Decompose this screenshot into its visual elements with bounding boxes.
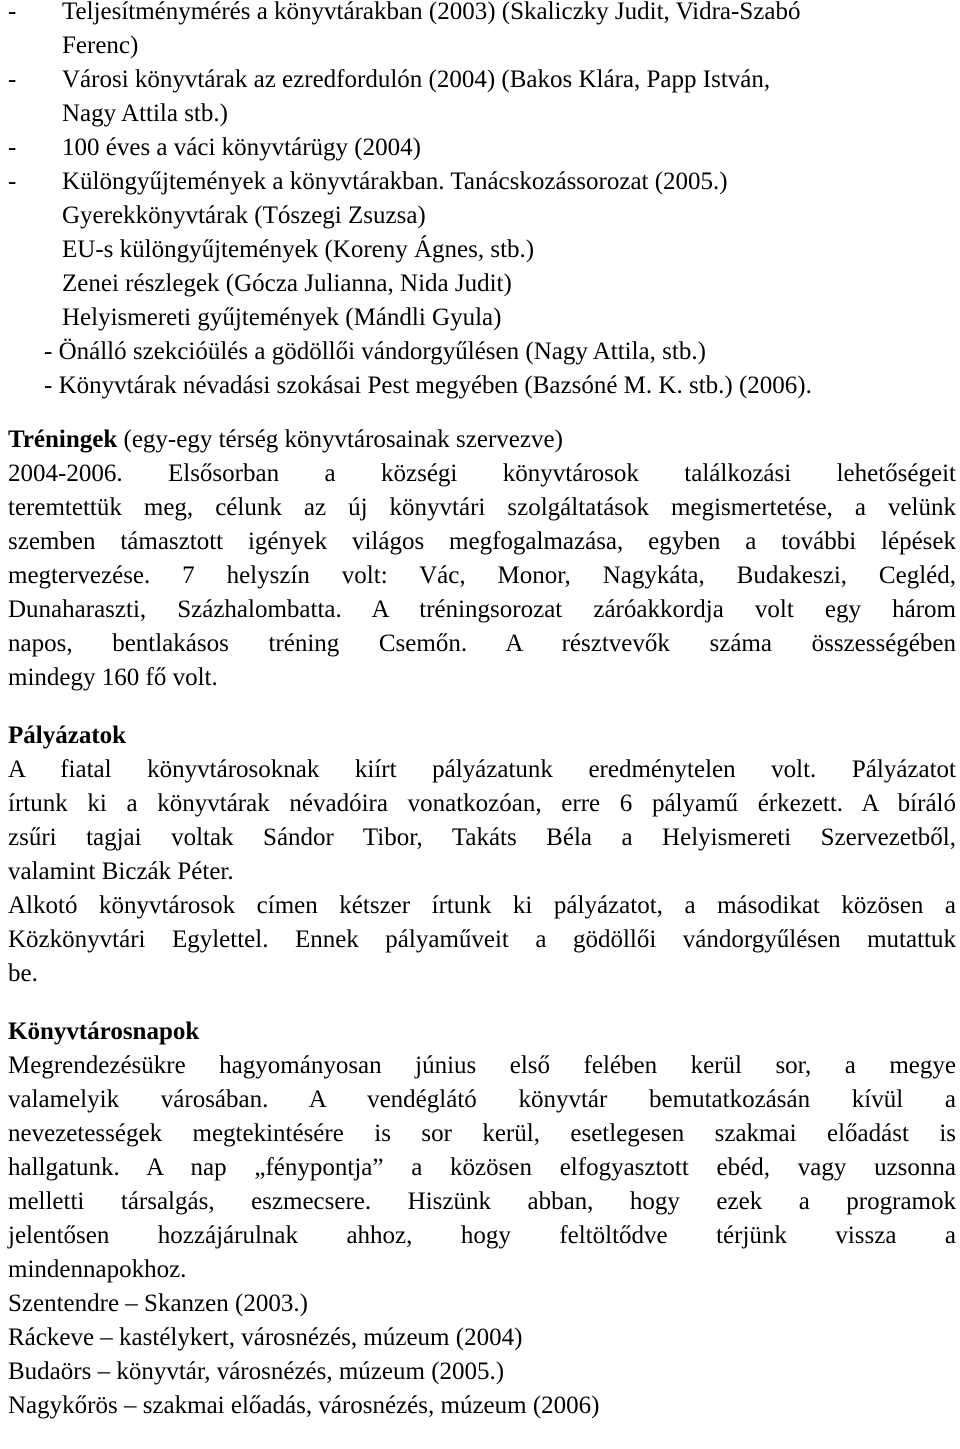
section-library-days [8,1015,956,1423]
list-item-text: Nagy Attila stb.) [62,100,228,127]
list-item: - Önálló szekcióülés a gödöllői vándorgyűlésen (Nagy Attila, stb.) [44,338,706,365]
list-dash: - [8,168,17,195]
list-item [8,97,956,131]
event-item: Nagykőrös – szakmai előadás, városnézés, múzeum (2006) [8,1392,600,1419]
section-trainings [8,423,956,695]
list-item-text: Zenei részlegek (Gócza Julianna, Nida Judit) [62,270,512,297]
list-item [8,301,956,335]
paragraph-line: melletti társalgás, eszmecsere. Hiszünk abban, hogy ezek a programok [8,1188,956,1215]
section-heading-line [8,423,956,457]
paragraph-line: zsűri tagjai voltak Sándor Tibor, Takáts Béla a Helyismereti Szervezetből, [8,824,956,851]
list-item [8,233,956,267]
section-applications [8,719,956,991]
list-item [8,29,956,63]
list-dash: - [8,66,17,93]
list-item [8,63,956,97]
paragraph-line: 2004-2006. Elsősorban a községi könyvtárosok találkozási lehetőségeit [8,460,956,487]
paragraph-line: megtervezése. 7 helyszín volt: Vác, Monor, Nagykáta, Budakeszi, Cegléd, [8,562,956,589]
list-top [8,0,956,403]
list-item [8,0,956,29]
paragraph-line: Közkönyvtári Egylettel. Ennek pályaműveit a gödöllői vándorgyűlésen mutattuk [8,926,956,953]
event-item: Szentendre – Skanzen (2003.) [8,1290,308,1317]
paragraph-line: teremtettük meg, célunk az új könyvtári szolgáltatások megismertetése, a velünk [8,494,956,521]
event-item: Budaörs – könyvtár, városnézés, múzeum (2005.) [8,1358,505,1385]
list-item-text: Városi könyvtárak az ezredfordulón (2004) (Bakos Klára, Papp István, [62,66,771,93]
document-page [8,0,956,1423]
list-item-text: Gyerekkönyvtárak (Tószegi Zsuzsa) [62,202,426,229]
paragraph-line: valamelyik városában. A vendéglátó könyvtár bemutatkozásán kívül a [8,1086,956,1113]
paragraph-line: napos, bentlakásos tréning Csemőn. A résztvevők száma összességében [8,630,956,657]
paragraph-line: szemben támasztott igények világos megfogalmazása, egyben a további lépések [8,528,956,555]
list-dash: - [8,0,17,25]
list-item-text: Ferenc) [62,32,139,59]
list-dash: - [8,134,17,161]
paragraph-line: mindennapokhoz. [8,1256,187,1283]
section-heading-subtitle: (egy-egy térség könyvtárosainak szervezve) [117,426,563,453]
paragraph-line: Alkotó könyvtárosok címen kétszer írtunk ki pályázatot, a másodikat közösen a [8,892,956,919]
paragraph-line: jelentősen hozzájárulnak ahhoz, hogy feltöltődve térjünk vissza a [8,1222,956,1249]
list-item [8,131,956,165]
list-item [8,267,956,301]
paragraph-line: írtunk ki a könyvtárak névadóira vonatkozóan, erre 6 pályamű érkezett. A bíráló [8,790,956,817]
spacer [8,403,956,423]
list-item-text: 100 éves a váci könyvtárügy (2004) [62,134,421,161]
list-item-text: Teljesítménymérés a könyvtárakban (2003) (Skaliczky Judit, Vidra-Szabó [62,0,801,25]
list-item [8,165,956,199]
paragraph-line: Megrendezésükre hagyományosan június első felében kerül sor, a megye [8,1052,956,1079]
paragraph-line: Dunaharaszti, Százhalombatta. A tréningsorozat záróakkordja volt egy három [8,596,956,623]
event-item: Ráckeve – kastélykert, városnézés, múzeum (2004) [8,1324,523,1351]
paragraph-line: nevezetességek megtekintésére is sor kerül, esetlegesen szakmai előadást is [8,1120,956,1147]
list-item-text: Helyismereti gyűjtemények (Mándli Gyula) [62,304,502,331]
section-heading: Tréningek [8,426,118,453]
section-heading: Könyvtárosnapok [8,1018,200,1045]
spacer [8,695,956,719]
paragraph-line: A fiatal könyvtárosoknak kiírt pályázatunk eredménytelen volt. Pályázatot [8,756,956,783]
spacer [8,991,956,1015]
list-item-text: Különgyűjtemények a könyvtárakban. Tanácskozássorozat (2005.) [62,168,728,195]
paragraph-line: valamint Biczák Péter. [8,858,234,885]
paragraph-line: hallgatunk. A nap „fénypontja” a közösen elfogyasztott ebéd, vagy uzsonna [8,1154,956,1181]
list-item [8,199,956,233]
section-heading: Pályázatok [8,722,127,749]
list-item: - Könyvtárak névadási szokásai Pest megyében (Bazsóné M. K. stb.) (2006). [44,372,812,399]
paragraph-line: be. [8,960,38,987]
list-item-text: EU-s különgyűjtemények (Koreny Ágnes, stb.) [62,236,535,263]
paragraph-line: mindegy 160 fő volt. [8,664,218,691]
